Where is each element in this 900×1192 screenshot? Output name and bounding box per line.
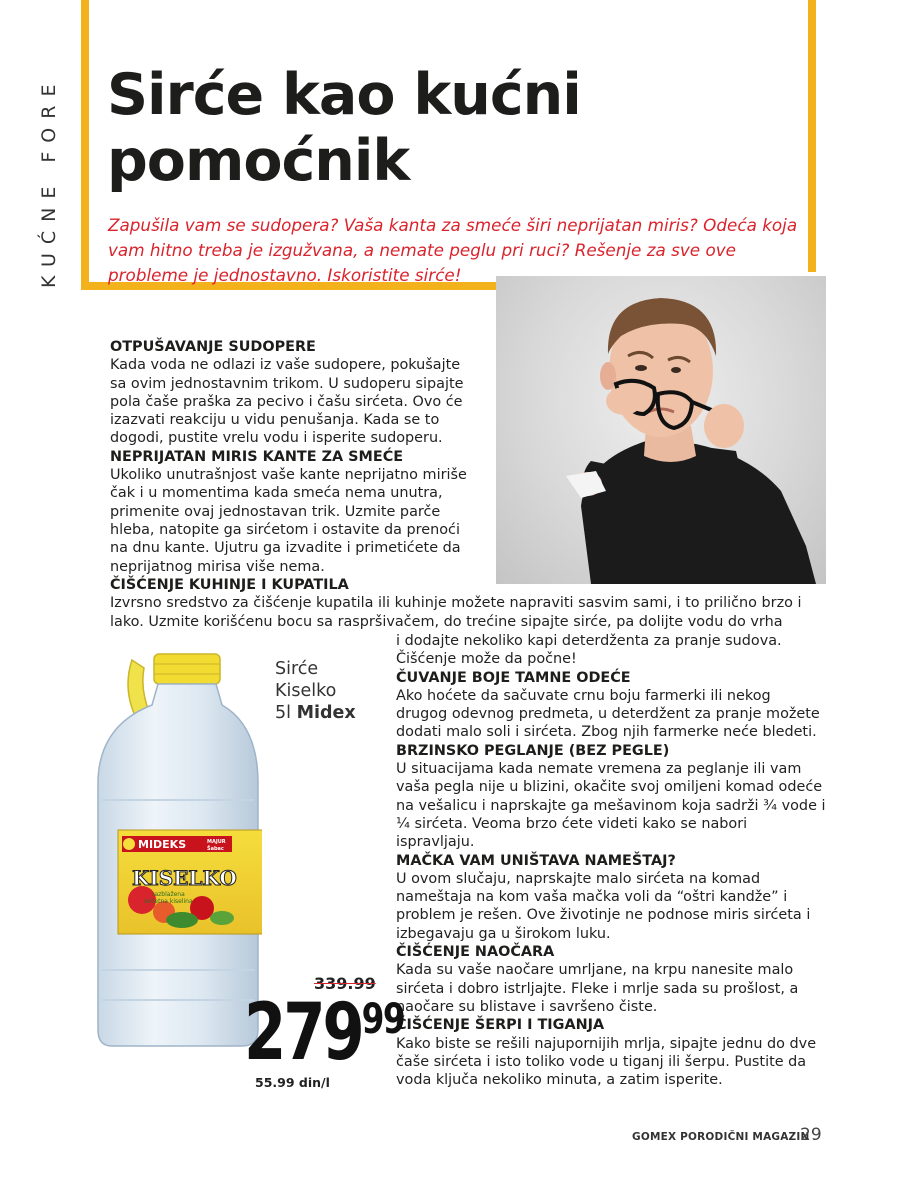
page-number: 29 — [800, 1125, 822, 1145]
product-volume: 5l — [275, 703, 291, 723]
section-heading: ČUVANJE BOJE TAMNE ODEĆE — [396, 669, 631, 686]
section-text: Ukoliko unutrašnjost vaše kante neprijatno miriše čak i u momentima kada smeća nema unutra, primenite ovaj jednostavan trik. Uzmite parče hleba, natopite ga sirćetom i ostavite da prenoći na dnu kante. Ujutru ga izvadite i primetićete da neprijatnog mirisa više nema. — [110, 467, 467, 575]
bottle-label-brand: MIDEKS — [138, 838, 187, 851]
product-name-line2: Kiselko — [275, 681, 337, 701]
section-text: Kada su vaše naočare umrljane, na krpu nanesite malo sirćeta i dobro istrljajte. Fleke i mrlje sada su prošlost, a naočare su blistave i savršeno čiste. — [396, 962, 799, 1015]
section-block — [110, 338, 480, 576]
bottle-label-desc2: sirćetna kiselina — [144, 898, 193, 905]
lead-paragraph: Zapušila vam se sudopera? Vaša kanta za smeće širi neprijatan miris? Odeća koja vam hitno treba je izgužvana, a nemate peglu pri ruci? Rešenje za sve ove probleme je jednostavno. Iskoristite sirće! — [108, 215, 798, 285]
vinegar-bottle-image — [92, 650, 262, 1050]
section-text: U situacijama kada nemate vremena za peglanje ili vam vaša pegla nije u blizini, okačite svoj omiljeni komad odeće na vešalicu i naprskajte ga mešavinom koja sadrži ¾ vode i ¼ sirćeta. Veoma brzo ćete videti kako se nabori ispravljaju. — [396, 761, 826, 851]
product-brand: Midex — [296, 703, 356, 723]
man-with-glasses-photo — [496, 276, 826, 584]
section-text: U ovom slučaju, naprskajte malo sirćeta na komad nameštaja na kom vaša mačka voli da “oštri kandže” i problem je rešen. Ove životinje ne podnose miris sirćeta i izbegavaju ga u širokom luku. — [396, 870, 811, 942]
man-illustration — [496, 276, 826, 584]
unit-price: 55.99 din/l — [255, 1075, 330, 1090]
bottle-label-sub2: Šabac — [207, 846, 224, 852]
price-main: 279 — [244, 988, 362, 1078]
section-heading: ČIŠĆENJE ŠERPI I TIGANJA — [396, 1017, 605, 1034]
section-text: Kako biste se rešili najupornijih mrlja, sipajte jednu do dve čaše sirćeta i isto toliko vode u tiganj ili šerpu. Pustite da voda ključa nekoliko minuta, a zatim isperite. — [396, 1035, 817, 1089]
section-heading: MAČKA VAM UNIŠTAVA NAMEŠTAJ? — [396, 852, 676, 869]
section-text: Ako hoćete da sačuvate crnu boju farmerki ili nekog drugog odevnog predmeta, u deterdžent za pranje možete dodati malo soli i sirćeta. Zbog njih farmerke neće bledeti. — [396, 687, 820, 741]
section-block — [110, 576, 810, 631]
page-title: Sirće kao kućni pomoćnik — [107, 62, 581, 194]
section-heading: ČIŠĆENJE NAOČARA — [396, 944, 555, 961]
footer-magazine-name: GOMEX PORODIČNI MAGAZIN — [632, 1131, 810, 1143]
bottle-label-desc1: razblažena — [152, 891, 185, 898]
old-price: 339.99 — [314, 974, 376, 993]
product-volume-brand — [275, 702, 395, 724]
section-heading: OTPUŠAVANJE SUDOPERE — [110, 339, 316, 355]
section-block — [396, 632, 826, 1089]
section-heading: NEPRIJATAN MIRIS KANTE ZA SMEĆE — [110, 448, 404, 465]
product-name-line1: Sirće — [275, 659, 319, 679]
section-label: KUĆNE FORE — [38, 75, 60, 288]
bottle-label-product: KISELKO — [132, 866, 237, 890]
current-price — [244, 988, 405, 1078]
section-text: Kada voda ne odlazi iz vaše sudopere, pokušajte sa ovim jednostavnim trikom. U sudoperu sipajte pola čaše praška za pecivo i čašu sirćeta. Ovo će izazvati reakciju u vidu penušanja. Kada se to dogodi, pustite vrelu vodu i isperite sudoperu. — [110, 357, 464, 447]
bottle-icon — [92, 650, 262, 1050]
price-decimals: 99 — [361, 994, 405, 1043]
section-heading: BRZINSKO PEGLANJE (BEZ PEGLE) — [396, 742, 670, 759]
section-text: Izvrsno sredstvo za čišćenje kupatila ili kuhinje možete napraviti sasvim sami, i to prilično brzo i lako. Uzmite korišćenu bocu sa raspršivačem, do trećine sipajte sirće, pa dolijte vodu do vrha — [110, 595, 802, 630]
section-text: i dodajte nekoliko kapi deterdženta za pranje sudova. Čišćenje može da počne! — [396, 633, 782, 668]
product-name — [275, 658, 395, 724]
bottle-label-sub1: MAJUR — [207, 839, 226, 845]
section-heading: ČIŠĆENJE KUHINJE I KUPATILA — [110, 577, 349, 593]
